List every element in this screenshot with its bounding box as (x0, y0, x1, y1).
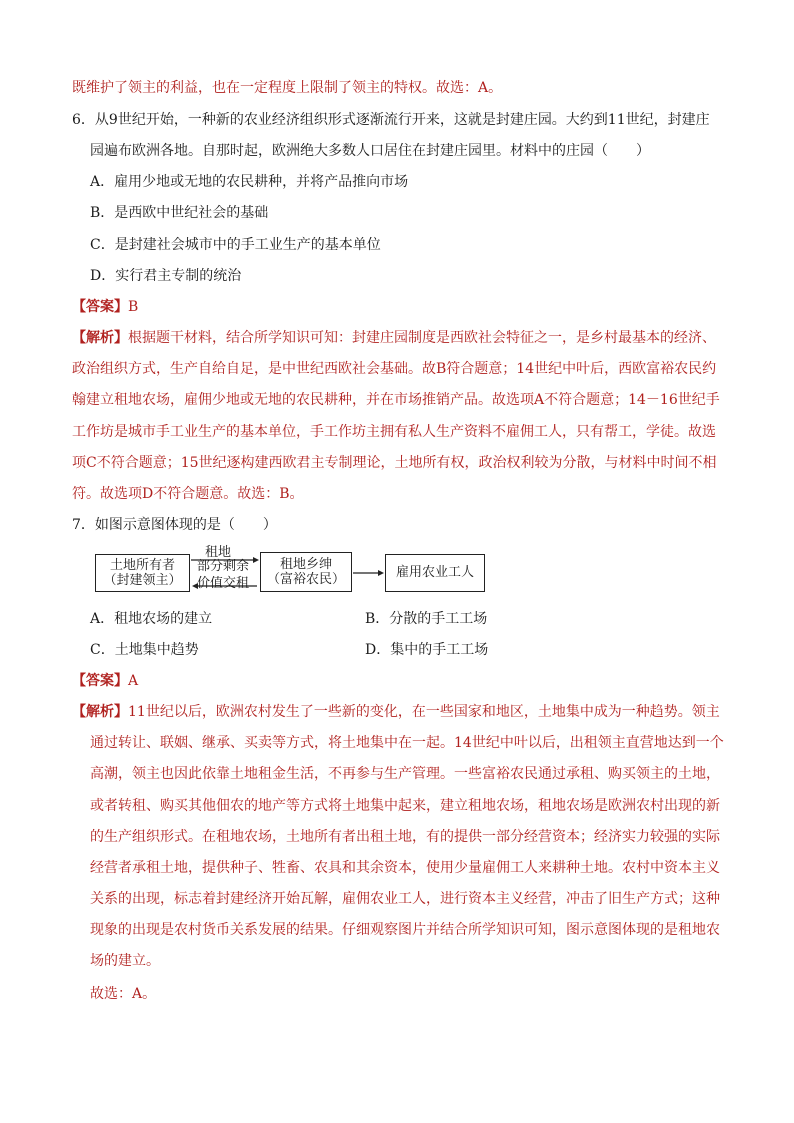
q6-option-d: D．实行君主专制的统治 (90, 268, 242, 284)
q7-option-b: B．分散的手工工场 (365, 611, 488, 627)
label-pay-rent: 价值交租 (197, 576, 250, 591)
answer-tag: 【答案】 (72, 673, 128, 689)
q7-analysis-line-8: 现象的出现是农村货币关系发展的结果。仔细观察图片并结合所学知识可知，图示意图体现的是租地农 (90, 922, 720, 938)
q7-analysis-line-2: 通过转让、联姻、继承、买卖等方式，将土地集中在一起。14世纪中叶以后，出租领主直营地达到一个 (90, 735, 724, 751)
box-landowner-line-2: （封建领主） (103, 573, 182, 588)
q6-stem-line-1: 6．从9世纪开始，一种新的农业经济组织形式逐渐流行开来，这就是封建庄园。大约到11世纪，封建庄 (72, 112, 710, 128)
q6-analysis-line-5: 项C不符合题意；15世纪逐构建西欧君主专制理论，土地所有权，政治权利较为分散，与材料中时间不相 (72, 455, 717, 471)
label-rent-land: 租地 (205, 545, 232, 560)
q7-option-a: A．租地农场的建立 (90, 611, 213, 627)
arrow-right-icon (253, 557, 259, 563)
q6-option-a: A．雇用少地或无地的农民耕种，并将产品推向市场 (90, 174, 409, 190)
answer-value: A (128, 673, 139, 689)
q7-analysis-line-6: 经营者承租土地，提供种子、牲畜、农具和其余资本，使用少量雇佣工人来耕种土地。农村中资本主义 (90, 860, 720, 876)
q6-analysis-line-3: 翰建立租地农场，雇佣少地或无地的农民耕种，并在市场推销产品。故选项A不符合题意；14－16世纪手 (72, 392, 720, 408)
box-gentry (260, 552, 352, 592)
q7-analysis-line-4: 或者转租、购买其他佃农的地产等方式将土地集中起来，建立租地农场，租地农场是欧洲农村出现的新 (90, 798, 720, 814)
analysis-tag: 【解析】 (72, 330, 128, 346)
box-hired-workers: 雇用农业工人 (385, 554, 485, 592)
label-surplus: 部分剩余 (197, 559, 250, 574)
box-landowner-line-1: 土地所有者 (109, 558, 175, 573)
q7-analysis-line-3: 高潮，领主也因此依靠土地租金生活，不再参与生产管理。一些富裕农民通过承租、购买领主的土地， (90, 766, 720, 782)
arrow-right-icon (378, 570, 384, 576)
q7-analysis-line-7: 关系的出现，标志着封建经济开始瓦解，雇佣农业工人，进行资本主义经营，冲击了旧生产方式；这种 (90, 891, 720, 907)
q7-option-d: D．集中的手工工场 (365, 642, 489, 658)
q6-option-b: B．是西欧中世纪社会的基础 (90, 205, 269, 221)
intro-line: 既维护了领主的利益，也在一定程度上限制了领主的特权。故选：A。 (72, 80, 503, 96)
q6-analysis-line-2: 政治组织方式，生产自给自足，是中世纪西欧社会基础。故B符合题意；14世纪中叶后，西欧富裕农民约 (72, 361, 717, 377)
q6-option-c: C．是封建社会城市中的手工业生产的基本单位 (90, 237, 381, 253)
q6-analysis-line-1 (72, 328, 716, 348)
q7-analysis-line-10: 故选：A。 (90, 986, 157, 1002)
q7-analysis-line-1 (72, 702, 720, 722)
answer-value: B (128, 299, 139, 315)
q7-stem: 7．如图示意图体现的是（ ） (72, 517, 277, 533)
analysis-text: 根据题干材料，结合所学知识可知：封建庄园制度是西欧社会特征之一，是乡村最基本的经济、 (128, 330, 716, 346)
q7-diagram (95, 545, 490, 596)
q6-answer (72, 297, 138, 317)
q7-answer (72, 671, 138, 691)
q7-analysis-line-9: 场的建立。 (90, 953, 160, 969)
q6-stem-line-2: 园遍布欧洲各地。自那时起，欧洲绝大多数人口居住在封建庄园里。材料中的庄园（ ） (90, 143, 650, 159)
analysis-text: 11世纪以后，欧洲农村发生了一些新的变化，在一些国家和地区，土地集中成为一种趋势。领主 (128, 704, 720, 720)
box-gentry-line-2: （富裕农民） (266, 572, 345, 587)
q6-analysis-line-4: 工作坊是城市手工业生产的基本单位，手工作坊主拥有私人生产资料不雇佣工人，只有帮工，学徒。故选 (72, 424, 716, 440)
analysis-tag: 【解析】 (72, 704, 128, 720)
q7-option-c: C．土地集中趋势 (90, 642, 199, 658)
q7-analysis-line-5: 的生产组织形式。在租地农场，土地所有者出租土地，有的提供一部分经营资本；经济实力较强的实际 (90, 829, 720, 845)
box-gentry-line-1: 租地乡绅 (279, 557, 332, 572)
q6-analysis-line-6: 符。故选项D不符合题意。故选：B。 (72, 486, 304, 502)
answer-tag: 【答案】 (72, 299, 128, 315)
